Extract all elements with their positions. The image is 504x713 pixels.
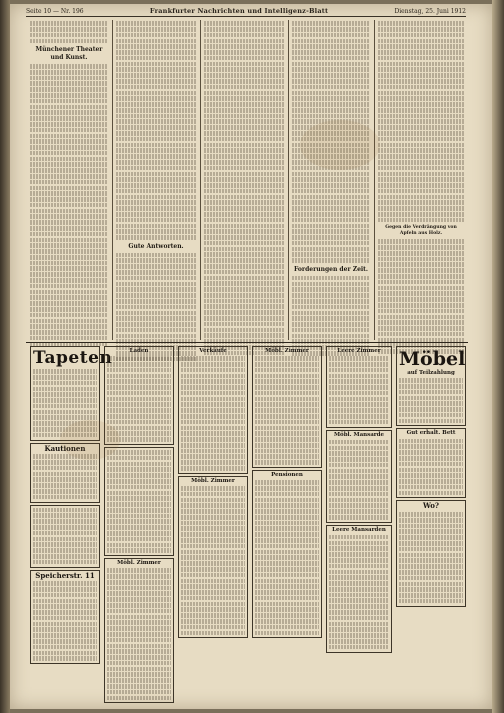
ad-speicherstr: Speicherstr. 11 (35, 570, 95, 580)
ad-laden: Laden (129, 348, 149, 354)
book-spine (0, 0, 10, 713)
ad-moebl-mansarde: Möbl. Mansarde (333, 431, 385, 438)
text-column-2 (116, 20, 196, 338)
ad-moebel-sub: auf Teilzahlung (407, 370, 455, 376)
ad-column-5 (326, 346, 392, 702)
article-heading-demands: Forderungen der Zeit. (293, 265, 369, 273)
text-column-5 (378, 20, 464, 338)
ad-column-6 (396, 346, 466, 702)
page-header (26, 6, 466, 17)
paper-stain (60, 420, 120, 460)
text-column-3 (204, 20, 284, 338)
text-column-1 (30, 20, 108, 338)
ad-column-1 (30, 346, 113, 702)
ad-leere-zimmer: Leere Zimmer (337, 348, 381, 354)
text-column-4 (292, 20, 370, 338)
column-rule (112, 20, 113, 340)
ad-moebl-zimmer-2: Möbl. Zimmer (117, 560, 161, 567)
page-edge (492, 0, 504, 713)
ad-pensionen: Pensionen (271, 472, 303, 479)
masthead: Frankfurter Nachrichten und Intelligenz-Blatt (149, 7, 329, 15)
column-rule (288, 20, 289, 340)
paper-stain (300, 120, 380, 170)
issue-date: Dienstag, 25. Juni 1912 (394, 7, 466, 15)
ad-verkaeufe: Verkäufe (199, 348, 227, 354)
ad-tapeten: Tapeten (33, 348, 113, 368)
page-number: Seite 10 — Nr. 196 (26, 7, 84, 15)
ads-divider (26, 342, 468, 343)
article-heading-answers: Gute Antworten. (128, 242, 184, 250)
ad-moebel: Möbel (399, 348, 466, 370)
ad-wo: Wo? (422, 501, 440, 511)
ad-kautionen: Kautionen (44, 443, 86, 453)
ad-moebl-zimmer-3: Möbl. Zimmer (191, 477, 235, 484)
article-heading-theater: Münchener Theater und Kunst. (35, 46, 103, 62)
ad-gut-erhalt-bett: Gut erhalt. Bett (406, 430, 456, 437)
ad-column-2 (104, 346, 174, 702)
ad-column-4 (252, 346, 322, 702)
column-rule (374, 20, 375, 340)
ad-moebl-zimmer-4: Möbl. Zimmer (265, 348, 309, 354)
ad-leere-mansarden: Leere Mansarden (332, 526, 386, 533)
ad-column-3 (178, 346, 248, 702)
article-heading-right: Gegen die Verdrängung von Apfeln aus Holz. (385, 225, 457, 237)
column-rule (200, 20, 201, 340)
